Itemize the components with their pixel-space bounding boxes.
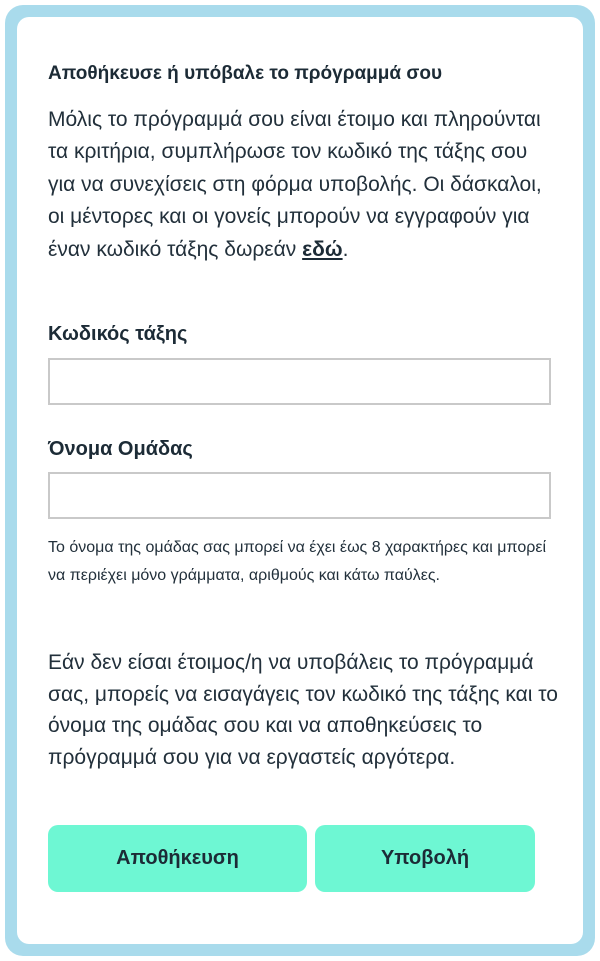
class-code-input[interactable]	[48, 358, 551, 405]
save-later-note: Εάν δεν είσαι έτοιμος/η να υποβάλεις το πρόγραμμά σας, μπορείς να εισαγάγεις τον κωδικό της τάξης και το όνομα της ομάδας σου και να αποθηκεύσεις το πρόγραμμά σου για να εργαστείς αργότερα.	[48, 651, 558, 769]
save-submit-card	[17, 17, 583, 944]
signup-here-link[interactable]: εδώ	[302, 237, 343, 261]
intro-end: .	[342, 237, 349, 261]
intro-text	[48, 104, 558, 266]
team-name-input[interactable]	[48, 472, 551, 519]
panel-frame	[5, 5, 595, 956]
save-button[interactable]: Αποθήκευση	[48, 825, 307, 892]
class-code-label: Κωδικός τάξης	[48, 323, 188, 345]
panel-title: Αποθήκευσε ή υπόβαλε το πρόγραμμά σου	[48, 63, 443, 84]
team-name-hint: Το όνομα της ομάδας σας μπορεί να έχει έως 8 χαρακτήρες και μπορεί να περιέχει μόνο γράμματα, αριθμούς και κάτω παύλες.	[48, 539, 547, 584]
submit-button[interactable]: Υποβολή	[315, 825, 535, 892]
intro-body: Μόλις το πρόγραμμά σου είναι έτοιμο και πληρούνται τα κριτήρια, συμπλήρωσε τον κωδικό της τάξης σου για να συνεχίσεις στη φόρμα υποβολής. Οι δάσκαλοι, οι μέντορες και οι γονείς μπορούν να εγγραφούν για έναν κωδικό τάξης δωρεάν	[48, 108, 542, 261]
team-name-label: Όνομα Ομάδας	[48, 438, 193, 460]
